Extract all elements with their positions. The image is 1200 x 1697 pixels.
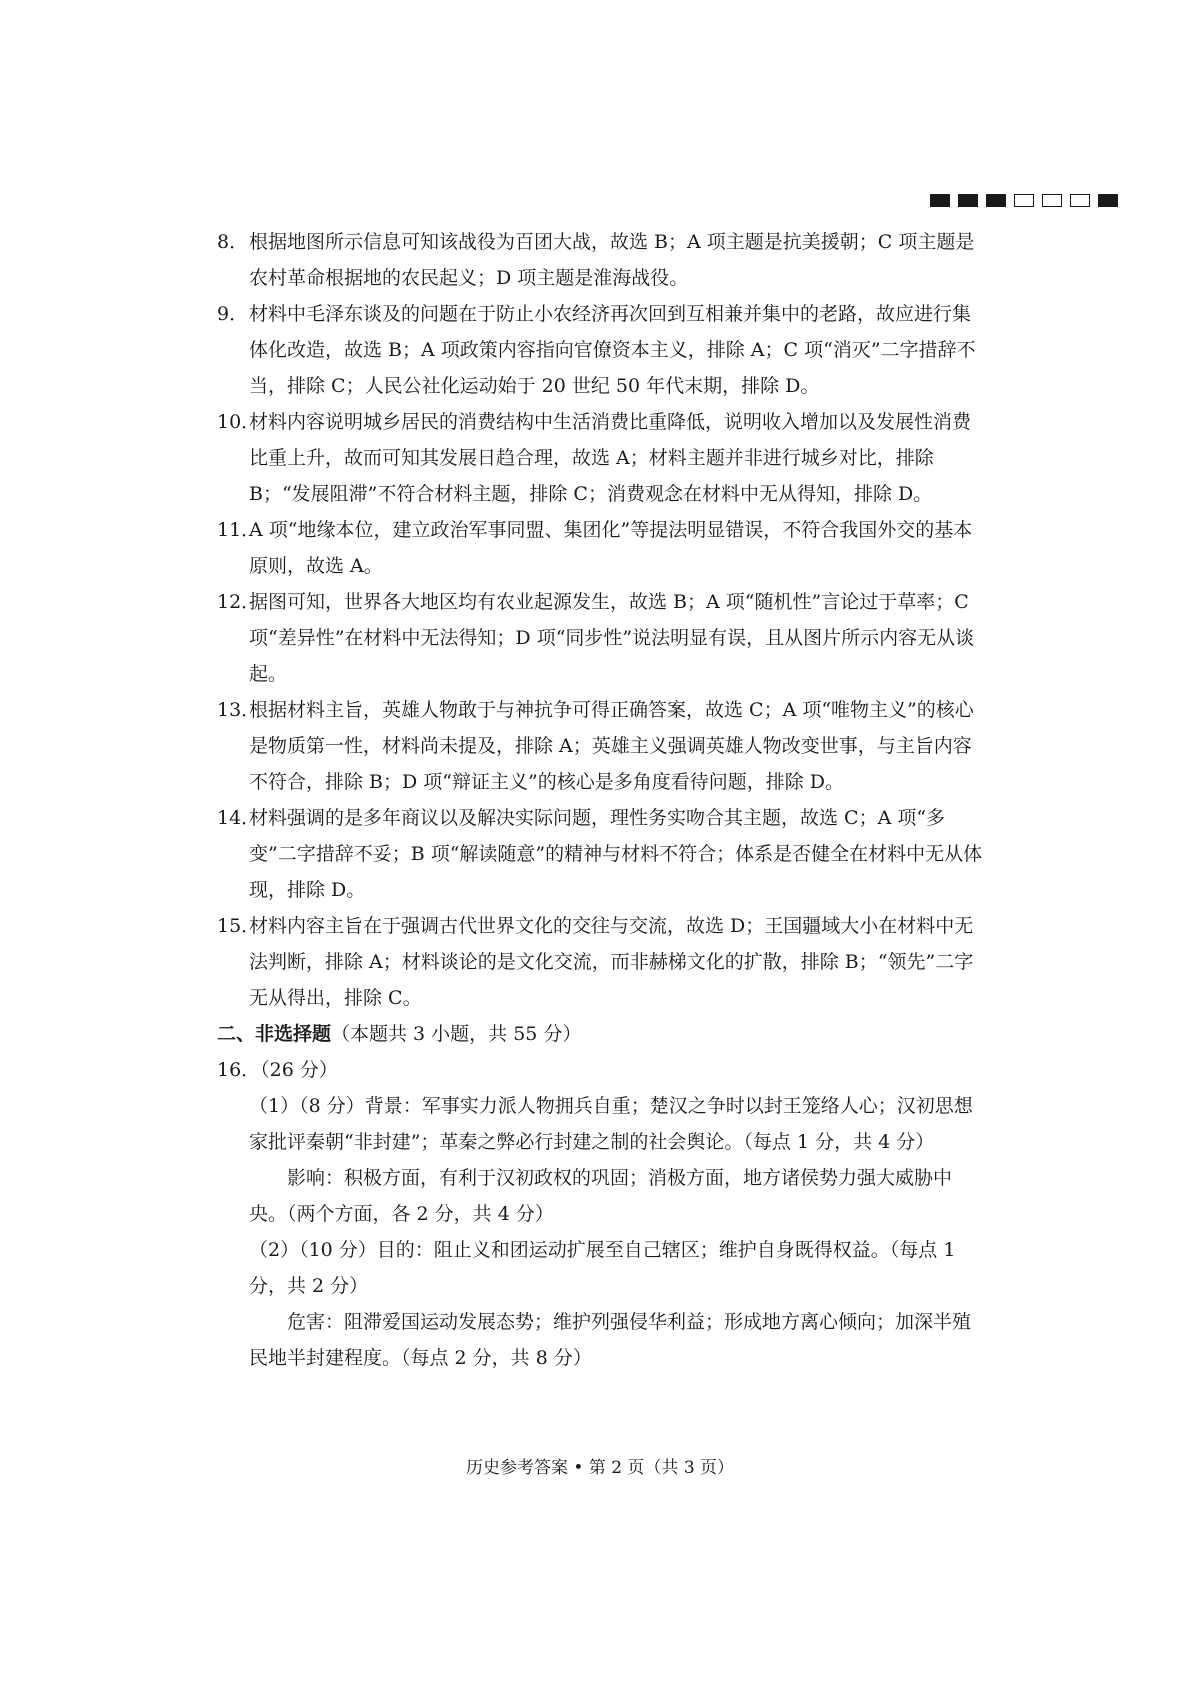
answer-number: 9．	[217, 303, 249, 325]
marker-square-empty	[1014, 194, 1034, 207]
answer-number: 15．	[217, 915, 261, 937]
section-2-title: 二、非选择题	[217, 1023, 332, 1045]
answer-number: 12．	[217, 591, 261, 613]
answer-text: 根据地图所示信息可知该战役为百团大战，故选 B；A 项主题是抗美援朝；C 项主题是农村革命根据地的农民起义；D 项主题是淮海战役。	[249, 231, 975, 289]
answer-item	[217, 908, 987, 1016]
marker-square-filled	[1098, 194, 1118, 207]
q16-part1-effect: 影响：积极方面，有利于汉初政权的巩固；消极方面，地方诸侯势力强大威胁中央。（两个方面，各 2 分，共 4 分）	[249, 1167, 953, 1225]
answer-item	[217, 296, 987, 404]
answer-number: 8．	[217, 231, 249, 253]
marker-square-filled	[986, 194, 1006, 207]
answer-content	[217, 224, 987, 1376]
answer-item	[217, 584, 987, 692]
answer-list	[217, 224, 987, 1016]
marker-square-empty	[1070, 194, 1090, 207]
answer-text: 根据材料主旨，英雄人物敢于与神抗争可得正确答案，故选 C；A 项“唯物主义”的核心是物质第一性，材料尚未提及，排除 A；英雄主义强调英雄人物改变世事，与主旨内容不符合，排除 B；D 项“辩证主义”的核心是多角度看待问题，排除 D。	[249, 699, 974, 793]
marker-square-empty	[1042, 194, 1062, 207]
marker-square-filled	[958, 194, 978, 207]
page-footer: 历史参考答案 • 第 2 页（共 3 页）	[465, 1458, 735, 1478]
q16-part1: （1）（8 分）背景：军事实力派人物拥兵自重；楚汉之争时以封王笼络人心；汉初思想家批评秦朝“非封建”；革秦之弊必行封建之制的社会舆论。（每点 1 分，共 4 分）	[249, 1095, 973, 1153]
answer-number: 14．	[217, 807, 261, 829]
section-2-heading	[217, 1016, 987, 1052]
q16-part2-harm: 危害：阻滞爱国运动发展态势；维护列强侵华利益；形成地方离心倾向；加深半殖民地半封建程度。（每点 2 分，共 8 分）	[249, 1311, 972, 1369]
answer-number: 10．	[217, 411, 261, 433]
answer-text: A 项“地缘本位，建立政治军事同盟、集团化”等提法明显错误，不符合我国外交的基本原则，故选 A。	[249, 519, 973, 577]
section-2-note: （本题共 3 小题，共 55 分）	[331, 1023, 582, 1045]
page-marker-squares	[930, 194, 1118, 207]
answer-number: 11．	[217, 519, 261, 541]
answer-text: 材料强调的是多年商议以及解决实际问题，理性务实吻合其主题，故选 C；A 项“多变”二字措辞不妥；B 项“解读随意”的精神与材料不符合；体系是否健全在材料中无从体现，排除 D。	[249, 807, 983, 901]
marker-square-filled	[930, 194, 950, 207]
answer-item	[217, 404, 987, 512]
answer-item	[217, 692, 987, 800]
answer-item	[217, 800, 987, 908]
answer-item	[217, 512, 987, 584]
answer-number: 13．	[217, 699, 261, 721]
q16-header: 16．（26 分）	[217, 1059, 338, 1081]
answer-item	[217, 224, 987, 296]
answer-text: 材料内容主旨在于强调古代世界文化的交往与交流，故选 D；王国疆域大小在材料中无法判断，排除 A；材料谈论的是文化交流，而非赫梯文化的扩散，排除 B；“领先”二字无从得出，排除 C。	[249, 915, 974, 1009]
answer-text: 据图可知，世界各大地区均有农业起源发生，故选 B；A 项“随机性”言论过于草率；C 项“差异性”在材料中无法得知；D 项“同步性”说法明显有误，且从图片所示内容无从谈起。	[249, 591, 975, 685]
answer-text: 材料内容说明城乡居民的消费结构中生活消费比重降低，说明收入增加以及发展性消费比重上升，故而可知其发展日趋合理，故选 A；材料主题并非进行城乡对比，排除 B；“发展阻滞”不符合材料主题，排除 C；消费观念在材料中无从得知，排除 D。	[249, 411, 972, 505]
answer-text: 材料中毛泽东谈及的问题在于防止小农经济再次回到互相兼并集中的老路，故应进行集体化改造，故选 B；A 项政策内容指向官僚资本主义，排除 A；C 项“消灭”二字措辞不当，排除 C；人民公社化运动始于 20 世纪 50 年代末期，排除 D。	[249, 303, 976, 397]
q16-part2: （2）（10 分）目的：阻止义和团运动扩展至自己辖区；维护自身既得权益。（每点 1 分，共 2 分）	[249, 1239, 956, 1297]
